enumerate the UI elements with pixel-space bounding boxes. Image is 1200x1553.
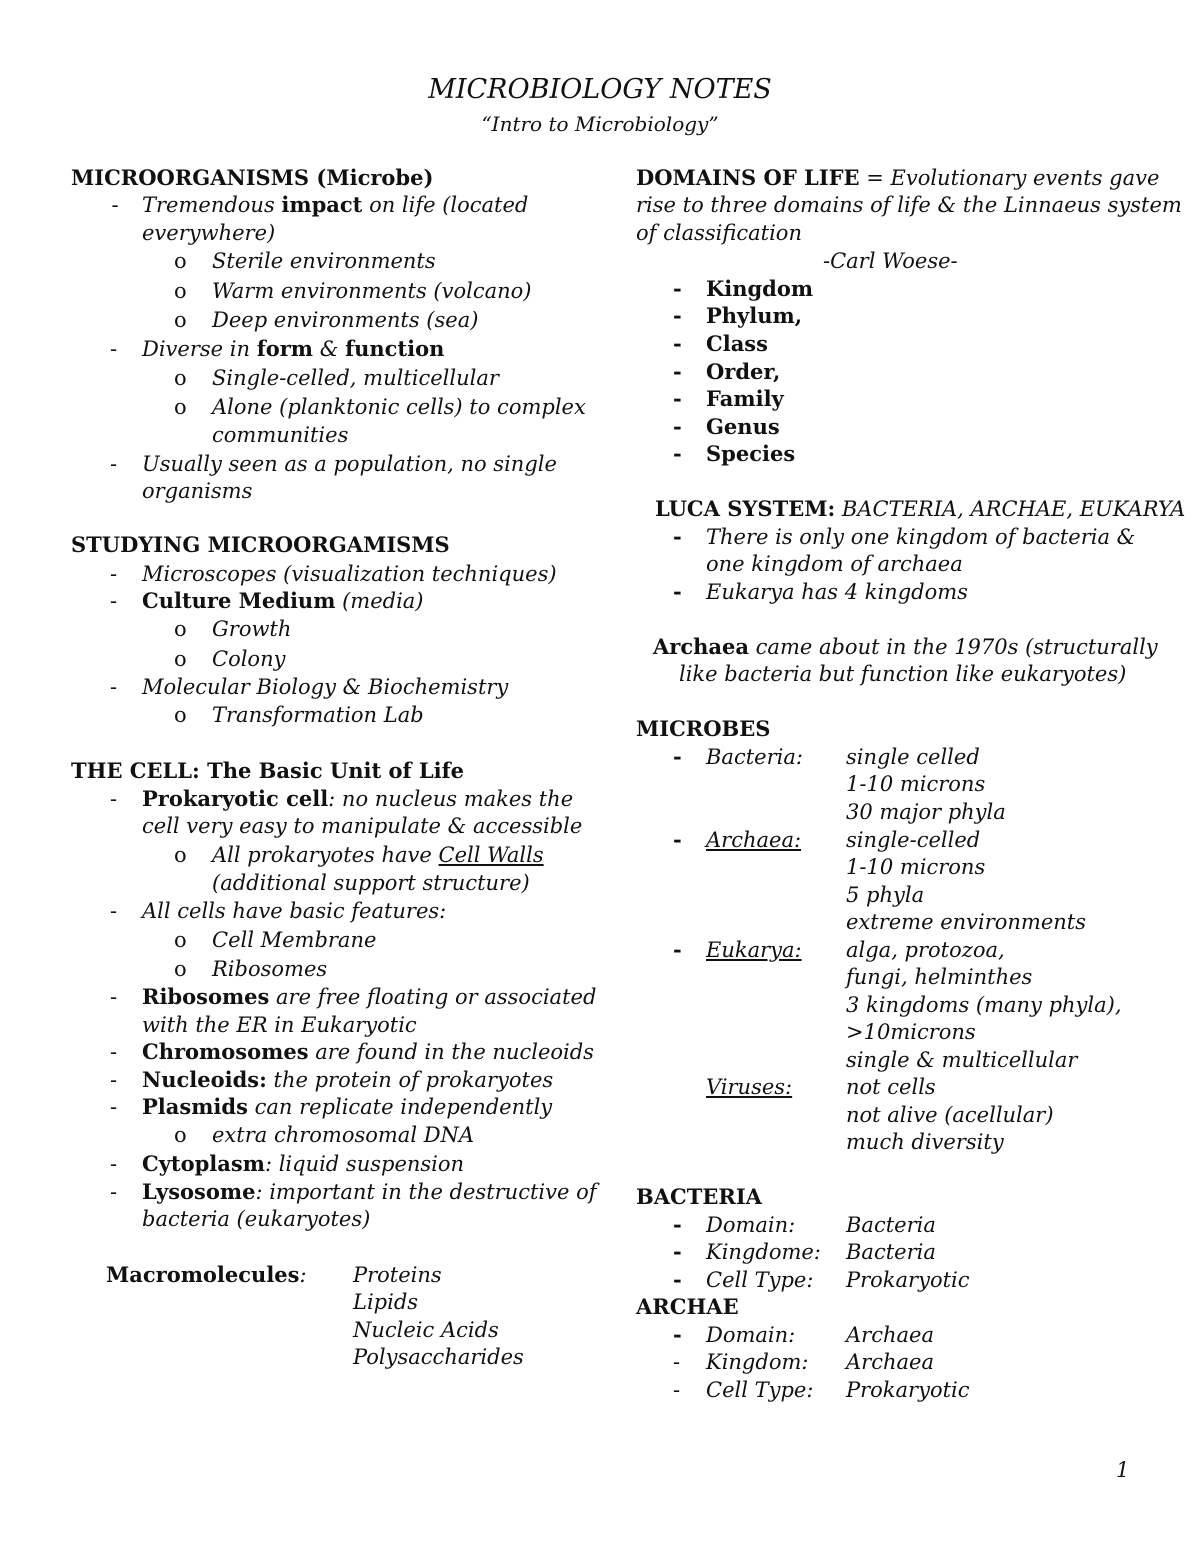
list-item-text: Usually seen as a population, no single — [142, 452, 557, 476]
rank-item: Order, — [706, 359, 781, 384]
list-item-text: bacteria (eukaryotes) — [142, 1207, 371, 1231]
text: : — [299, 1263, 307, 1287]
bullet: - — [110, 1152, 118, 1176]
row-label: Kingdom: — [706, 1350, 809, 1374]
text-bold: LUCA SYSTEM: — [655, 496, 836, 521]
bullet: - — [110, 1068, 118, 1092]
text-bold: Prokaryotic cell — [142, 786, 329, 811]
macromolecule-item: Proteins — [353, 1263, 442, 1287]
bullet: - — [673, 579, 682, 604]
row-value: Prokaryotic — [846, 1268, 970, 1292]
list-item-text — [142, 1178, 597, 1206]
text: : important in the destructive of — [255, 1180, 597, 1204]
text: : no nucleus makes the — [328, 787, 574, 811]
bullet: - — [673, 827, 682, 852]
sub-item: Single-celled, multicellular — [212, 366, 499, 390]
page-title: MICROBIOLOGY NOTES — [428, 74, 772, 105]
sub-item — [212, 841, 544, 869]
text: are free floating or associated — [269, 985, 597, 1009]
text: the protein of prokaryotes — [266, 1068, 554, 1092]
page-subtitle: “Intro to Microbiology” — [481, 112, 719, 136]
bullet: - — [673, 441, 682, 466]
bullet: - — [110, 675, 118, 699]
microbe-value: 5 phyla — [846, 883, 925, 907]
list-item-text: with the ER in Eukaryotic — [142, 1013, 417, 1037]
microbe-value: single & multicellular — [846, 1048, 1078, 1072]
list-item-text — [142, 1038, 594, 1066]
text-bold: function — [345, 336, 445, 361]
rank-item: Species — [706, 441, 796, 466]
list-item-text — [142, 335, 444, 363]
sub-bullet: o — [174, 395, 187, 419]
sub-bullet: o — [174, 279, 187, 303]
list-item-text: Molecular Biology & Biochemistry — [142, 675, 509, 699]
row-label: Domain: — [706, 1213, 796, 1237]
list-item-text: cell very easy to manipulate & accessible — [142, 814, 583, 838]
microbe-value: 30 major phyla — [846, 800, 1006, 824]
sub-item: Warm environments (volcano) — [212, 279, 532, 303]
bullet: - — [673, 276, 682, 301]
microbe-label: Viruses: — [706, 1075, 793, 1099]
list-item-text: All cells have basic features: — [142, 899, 447, 923]
microorganisms-heading: MICROORGANISMS (Microbe) — [71, 165, 434, 190]
list-item-text — [142, 1093, 552, 1121]
sub-bullet: o — [174, 249, 187, 273]
row-label: Kingdome: — [706, 1240, 821, 1264]
domains-heading — [636, 164, 1159, 192]
row-value: Prokaryotic — [846, 1378, 970, 1402]
bullet: - — [110, 562, 118, 586]
bullet: - — [110, 1040, 118, 1064]
microbe-value: 3 kingdoms (many phyla), — [846, 993, 1122, 1017]
bullet: - — [110, 985, 118, 1009]
bullet: - — [673, 524, 682, 549]
bullet: - — [673, 1322, 682, 1347]
row-value: Bacteria — [846, 1213, 936, 1237]
text-bold: Chromosomes — [142, 1039, 309, 1064]
bullet: - — [673, 1350, 681, 1374]
row-value: Bacteria — [846, 1240, 936, 1264]
sub-item: (additional support structure) — [212, 871, 530, 895]
sub-item: Growth — [212, 617, 292, 641]
text: = Evolutionary events gave — [859, 166, 1160, 190]
microbe-value: not cells — [846, 1075, 936, 1099]
text: Tremendous — [142, 193, 282, 217]
sub-item: Transformation Lab — [212, 703, 424, 727]
list-item-text — [142, 1066, 553, 1094]
page: MICROBIOLOGY NOTES “Intro to Microbiology” MICROORGANISMS (Microbe) - Tremendous impact on life (located everywhere) o Sterile environments o Warm environments (volcano) o Deep environments (sea) - Diverse in form & function o Single-celled, multicellular o Alone (planktonic cells) to complex communities - Usually seen as a population, no single organisms STUDYING MICROORGAMISMS - Microscopes (visualization techniques) - Culture Medium (media) o Growth o Colony - Molecular Biology & Biochemistry o Transformation Lab THE CELL: The Basic Unit of Life - Prokaryotic cell: no nucleus makes the cell very easy to manipulate & accessible o All prokaryotes have Cell Walls (additional support structure) - All cells have basic features: o Cell Membrane o Ribosomes - Ribosomes are free floating or associated with the ER in Eukaryotic - Chromosomes are found in the nucleoids - Nucleoids: the protein of prokaryotes - Plasmids can replicate independently o extra chromosomal DNA - Cytoplasm: liquid suspension - Lysosome: important in the destructive of bacteria (eukaryotes) Macromolecules: Proteins Lipids Nucleic Acids Polysaccharides DOMAINS OF LIFE = Evolutionary events gave rise to three domains of life & the Linnaeus system of classification -Carl Woese- - Kingdom - Phylum, - Class - Order, - Family - Genus - Species LUCA SYSTEM: BACTERIA, ARCHAE, EUKARYA - There is only one kingdom of bacteria & one kingdom of archaea - Eukarya has 4 kingdoms Archaea came about in the 1970s (structurally like bacteria but function like eukaryotes) MICROBES - Bacteria: single celled 1-10 microns 30 major phyla - Archaea: single-celled 1-10 microns 5 phyla extreme environments - Eukarya: alga, protozoa, fungi, helminthes 3 kingdoms (many phyla), >10microns single & multicellular Viruses: not cells not alive (acellular) much diversity BACTERIA - Domain: Bacteria - Kingdome: Bacteria - Cell Type: Prokaryotic ARCHAE - Domain: Archaea - Kingdom: Archaea - Cell Type: Prokaryotic 1 — [0, 0, 1200, 1553]
text-bold: Plasmids — [142, 1094, 248, 1119]
domains-text: of classification — [636, 221, 802, 245]
sub-item: Colony — [212, 647, 286, 671]
text-bold: DOMAINS OF LIFE — [636, 165, 860, 190]
bullet: - — [673, 303, 682, 328]
author: -Carl Woese- — [823, 249, 958, 273]
row-label: Domain: — [706, 1323, 796, 1347]
microbe-value: >10microns — [846, 1020, 976, 1044]
rank-item: Genus — [706, 414, 780, 439]
microbe-label: Bacteria: — [706, 745, 803, 769]
sub-item: Sterile environments — [212, 249, 436, 273]
sub-bullet: o — [174, 957, 187, 981]
microbe-value: 1-10 microns — [846, 772, 986, 796]
text-bold: Cytoplasm — [142, 1151, 265, 1176]
sub-bullet: o — [174, 1123, 187, 1147]
microbe-value: not alive (acellular) — [846, 1103, 1054, 1127]
bullet: - — [673, 414, 682, 439]
bullet: - — [110, 1180, 118, 1204]
sub-item: communities — [212, 423, 349, 447]
sub-item: extra chromosomal DNA — [212, 1123, 475, 1147]
rank-item: Phylum, — [706, 303, 803, 328]
sub-bullet: o — [174, 647, 187, 671]
sub-bullet: o — [174, 703, 187, 727]
list-item-text — [142, 1150, 464, 1178]
microbe-label: Eukarya: — [706, 938, 802, 962]
sub-bullet: o — [174, 617, 187, 641]
macromolecule-item: Lipids — [353, 1290, 419, 1314]
bullet: - — [673, 359, 682, 384]
sub-item: Deep environments (sea) — [212, 308, 479, 332]
row-value: Archaea — [846, 1323, 934, 1347]
bullet: - — [110, 899, 118, 923]
bullet: - — [673, 386, 682, 411]
archae-heading: ARCHAE — [636, 1294, 739, 1319]
list-item-text: organisms — [142, 479, 253, 503]
microbes-heading: MICROBES — [636, 716, 771, 741]
archaea-note — [653, 633, 1158, 661]
microbe-value: single-celled — [846, 828, 981, 852]
text-bold: Ribosomes — [142, 984, 270, 1009]
macromolecules-label — [106, 1261, 307, 1289]
text: came about in the 1970s (structurally — [749, 635, 1158, 659]
text-bold: Macromolecules — [106, 1262, 300, 1287]
bullet: - — [673, 1267, 682, 1292]
text-underlined: Cell Walls — [438, 843, 544, 867]
bullet: - — [110, 1095, 118, 1119]
text-bold: Archaea — [653, 634, 749, 659]
bullet: - — [110, 337, 118, 361]
microbe-value: much diversity — [846, 1130, 1004, 1154]
archaea-note-text: like bacteria but function like eukaryotes) — [679, 662, 1127, 686]
text: BACTERIA, ARCHAE, EUKARYA — [835, 497, 1186, 521]
bullet: - — [673, 1239, 682, 1264]
sub-bullet: o — [174, 308, 187, 332]
list-item-text — [142, 983, 596, 1011]
microbe-value: alga, protozoa, — [846, 938, 1005, 962]
bacteria-heading: BACTERIA — [636, 1184, 762, 1209]
text-bold: impact — [281, 192, 363, 217]
row-label: Cell Type: — [706, 1378, 814, 1402]
macromolecule-item: Nucleic Acids — [353, 1318, 499, 1342]
bullet: - — [110, 452, 118, 476]
text: Diverse in — [142, 337, 257, 361]
text: : liquid suspension — [264, 1152, 465, 1176]
row-label: Cell Type: — [706, 1268, 814, 1292]
domains-text: rise to three domains of life & the Linnaeus system — [636, 193, 1182, 217]
text: on life (located — [362, 193, 529, 217]
rank-item: Class — [706, 331, 768, 356]
rank-item: Family — [706, 386, 784, 411]
text: (media) — [335, 589, 424, 613]
list-item-text: There is only one kingdom of bacteria & — [706, 525, 1136, 549]
microbe-value: 1-10 microns — [846, 855, 986, 879]
bullet: - — [110, 787, 118, 811]
luca-heading — [655, 495, 1185, 523]
sub-item: Alone (planktonic cells) to complex — [212, 395, 586, 419]
bullet: - — [110, 589, 118, 613]
sub-item: Ribosomes — [212, 957, 328, 981]
page-number: 1 — [1116, 1458, 1130, 1482]
list-item-text — [142, 191, 528, 219]
text: can replicate independently — [247, 1095, 553, 1119]
list-item-text: Microscopes (visualization techniques) — [142, 562, 557, 586]
sub-item: Cell Membrane — [212, 928, 377, 952]
text-bold: Culture Medium — [142, 588, 336, 613]
bullet: - — [673, 744, 682, 769]
microbe-value: extreme environments — [846, 910, 1087, 934]
list-item-text — [142, 785, 573, 813]
text-bold: Lysosome — [142, 1179, 256, 1204]
sub-bullet: o — [174, 366, 187, 390]
bullet: - — [673, 1212, 682, 1237]
cell-heading: THE CELL: The Basic Unit of Life — [71, 758, 464, 783]
studying-heading: STUDYING MICROORGAMISMS — [71, 532, 450, 557]
macromolecule-item: Polysaccharides — [353, 1345, 524, 1369]
text-bold: form — [256, 336, 314, 361]
bullet: - — [673, 937, 682, 962]
list-item-text: one kingdom of archaea — [706, 552, 963, 576]
sub-bullet: o — [174, 928, 187, 952]
rank-item: Kingdom — [706, 276, 814, 301]
bullet: - — [673, 1378, 681, 1402]
microbe-value: fungi, helminthes — [846, 965, 1033, 989]
text: & — [313, 337, 346, 361]
list-item-text: Eukarya has 4 kingdoms — [706, 580, 968, 604]
sub-bullet: o — [174, 843, 187, 867]
list-item-text: everywhere) — [142, 221, 276, 245]
text: All prokaryotes have — [212, 843, 439, 867]
microbe-label: Archaea: — [706, 828, 802, 852]
row-value: Archaea — [846, 1350, 934, 1374]
microbe-value: single celled — [846, 745, 980, 769]
text: are found in the nucleoids — [308, 1040, 594, 1064]
text-bold: Nucleoids: — [142, 1067, 267, 1092]
list-item-text — [142, 587, 424, 615]
bullet: - — [673, 331, 682, 356]
